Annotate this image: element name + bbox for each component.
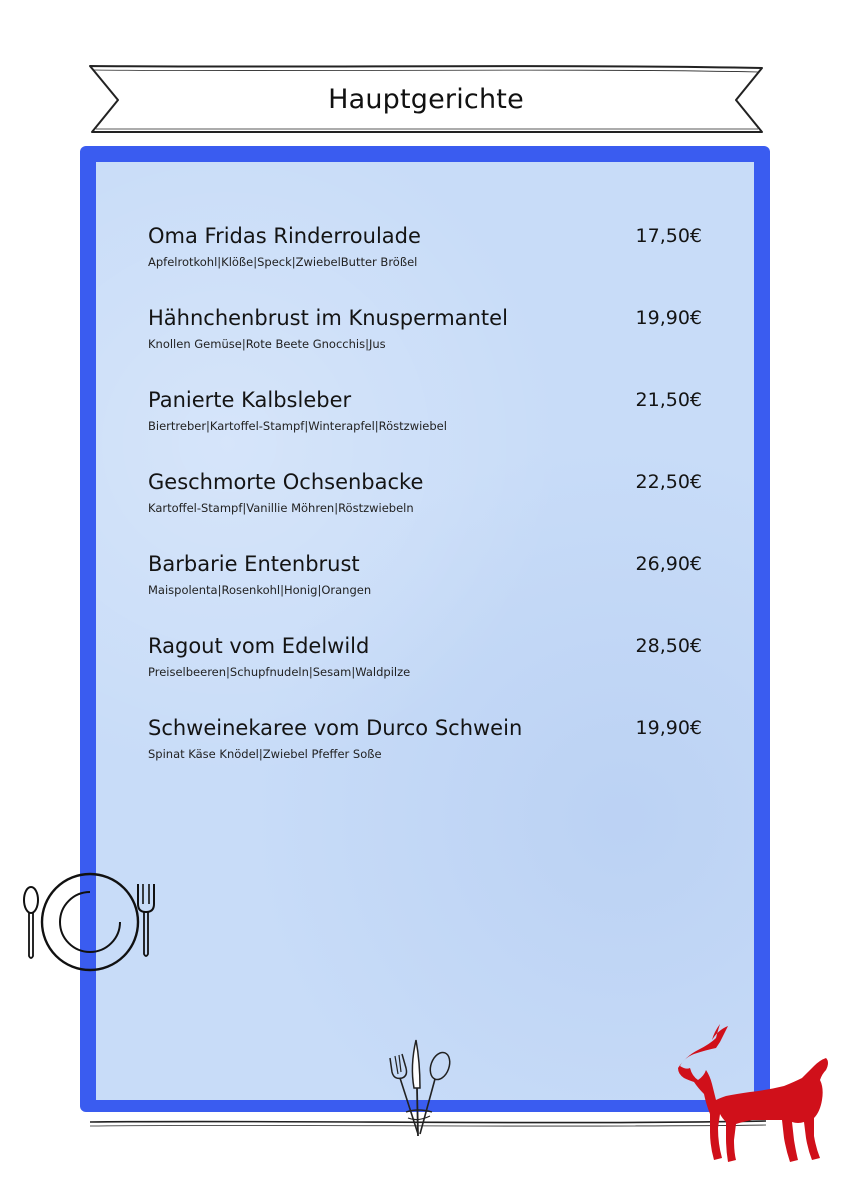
plate-spoon-fork-icon (18, 870, 163, 980)
dish-price: 19,90€ (635, 717, 702, 739)
menu-item (148, 552, 702, 634)
dish-price: 28,50€ (635, 635, 702, 657)
menu-list (148, 224, 702, 798)
dish-description: Spinat Käse Knödel|Zwiebel Pfeffer Soße (148, 747, 382, 761)
dish-price: 26,90€ (635, 553, 702, 575)
cutlery-bundle-icon (382, 1036, 458, 1142)
dish-description: Knollen Gemüse|Rote Beete Gnocchis|Jus (148, 337, 386, 351)
title-banner (88, 62, 764, 136)
menu-item (148, 716, 702, 798)
dish-name: Barbarie Entenbrust (148, 552, 360, 576)
menu-item (148, 634, 702, 716)
dish-name: Panierte Kalbsleber (148, 388, 352, 412)
dish-name: Oma Fridas Rinderroulade (148, 224, 421, 248)
dish-description: Kartoffel-Stampf|Vanillie Möhren|Röstzwiebeln (148, 501, 414, 515)
menu-item (148, 388, 702, 470)
page-title: Hauptgerichte (328, 84, 524, 115)
dish-description: Preiselbeeren|Schupfnudeln|Sesam|Waldpilze (148, 665, 411, 679)
dish-price: 22,50€ (635, 471, 702, 493)
menu-item (148, 306, 702, 388)
dish-name: Geschmorte Ochsenbacke (148, 470, 424, 494)
dish-description: Apfelrotkohl|Klöße|Speck|ZwiebelButter Brößel (148, 255, 418, 269)
dish-description: Maispolenta|Rosenkohl|Honig|Orangen (148, 583, 372, 597)
dish-description: Biertreber|Kartoffel-Stampf|Winterapfel|Röstzwiebel (148, 419, 447, 433)
menu-item (148, 470, 702, 552)
menu-item (148, 224, 702, 306)
dish-price: 17,50€ (635, 225, 702, 247)
goat-icon (676, 1018, 836, 1166)
dish-price: 21,50€ (635, 389, 702, 411)
dish-name: Schweinekaree vom Durco Schwein (148, 716, 523, 740)
dish-name: Ragout vom Edelwild (148, 634, 370, 658)
dish-name: Hähnchenbrust im Knuspermantel (148, 306, 508, 330)
dish-price: 19,90€ (635, 307, 702, 329)
